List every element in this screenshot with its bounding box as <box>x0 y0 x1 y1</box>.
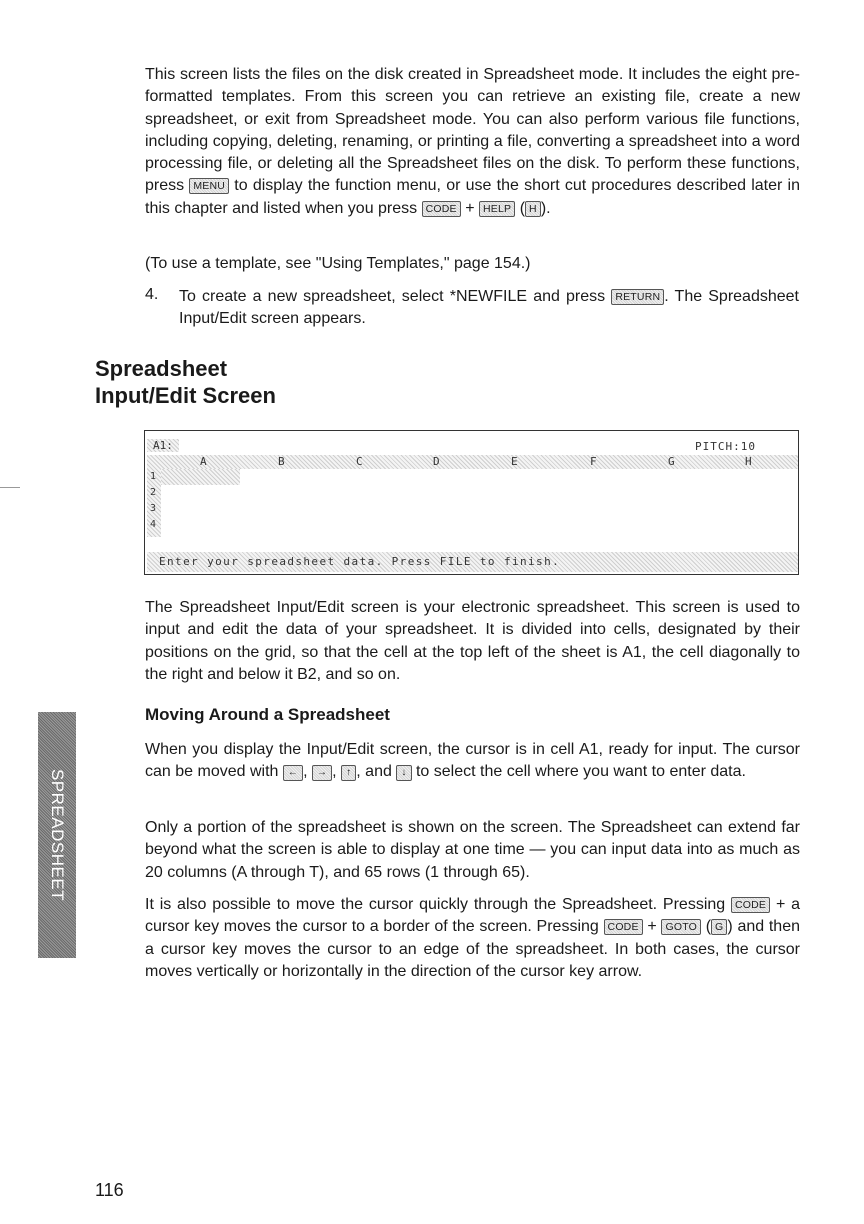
row-number: 1 <box>150 471 157 482</box>
section-title-line-1: Spreadsheet <box>95 356 228 381</box>
goto-key: GOTO <box>661 919 701 935</box>
intro-paragraph <box>145 64 800 220</box>
close-paren: ). <box>540 199 551 217</box>
column-header: H <box>745 455 752 468</box>
row-header-bar <box>147 469 161 537</box>
quick-text-3: ) and then a cursor key moves the cursor to an edge of the spreadsheet. In both cases, the cursor moves vertically or horizontally in the direction of the cursor key arrow. <box>145 918 800 980</box>
intro-text-1: This screen lists the files on the disk created in Spreadsheet mode. It includes the eight pre-formatted templates. From this screen you can retrieve an existing file, create a new spreadsheet, or exit from Spreadsheet mode. You can also perform various file functions, including copying, deleting, renaming, or printing a file, converting a spreadsheet into a word processing file, or deleting all the Spreadsheet files on the disk. To perform these functions, press <box>145 66 800 195</box>
open-paren: ( <box>705 918 712 936</box>
column-header: F <box>590 455 597 468</box>
up-arrow-key: ↑ <box>341 765 356 781</box>
margin-mark <box>0 487 20 488</box>
step-4 <box>179 286 799 331</box>
intro-text-2: to display the function menu, or use the short cut procedures described later in this chapter and listed when you press <box>145 177 801 217</box>
column-header: B <box>278 455 285 468</box>
portion-paragraph: Only a portion of the spreadsheet is shown on the screen. The Spreadsheet can extend far beyond what the screen is able to display at one time — you can input data into as much as 20 columns (A through T), and 65 rows (1 through 65). <box>145 819 800 881</box>
column-header: A <box>200 455 207 468</box>
h-key: H <box>525 201 541 217</box>
pitch-indicator: PITCH:10 <box>695 440 756 453</box>
section-title-line-2: Input/Edit Screen <box>95 383 276 408</box>
menu-key: MENU <box>189 178 229 194</box>
code-key: CODE <box>422 201 461 217</box>
moving-text-2: to select the cell where you want to enter data. <box>415 763 746 781</box>
plus-sign: + <box>647 918 657 936</box>
chapter-side-tab <box>38 712 76 958</box>
right-arrow-key: → <box>312 765 332 781</box>
moving-text-1: When you display the Input/Edit screen, the cursor is in cell A1, ready for input. The cursor can be moved with <box>145 741 800 781</box>
quick-text-2: + a cursor key moves the cursor to a border of the screen. Pressing <box>145 896 801 936</box>
spreadsheet-screen <box>144 430 799 575</box>
left-arrow-key: ← <box>283 765 303 781</box>
subheading: Moving Around a Spreadsheet <box>145 705 390 724</box>
row-number: 2 <box>150 487 157 498</box>
quick-move-paragraph <box>145 894 800 983</box>
comma: , <box>303 763 308 781</box>
row-number: 3 <box>150 503 157 514</box>
step-number: 4. <box>145 286 159 303</box>
column-header: E <box>511 455 518 468</box>
step-4-end: . The Spreadsheet Input/Edit screen appears. <box>179 288 799 328</box>
column-header: D <box>433 455 440 468</box>
side-tab-label: SPREADSHEET <box>48 768 67 902</box>
cell-reference: A1: <box>147 439 179 452</box>
code-key: CODE <box>731 897 770 913</box>
column-header: G <box>668 455 675 468</box>
help-key: HELP <box>479 201 515 217</box>
page-number: 116 <box>95 1180 124 1200</box>
open-paren: ( <box>519 199 526 217</box>
screen-description: The Spreadsheet Input/Edit screen is your electronic spreadsheet. This screen is used to input and edit the data of your spreadsheet. It is divided into cells, designated by their positions on the grid, so that the cell at the top left of the sheet is A1, the cell diagonally to the right and below it B2, and so on. <box>145 599 800 683</box>
moving-paragraph <box>145 739 800 784</box>
step-4-text: To create a new spreadsheet, select *NEWFILE and press <box>179 288 606 305</box>
g-key: G <box>711 919 727 935</box>
column-header-bar <box>147 455 798 469</box>
status-line: Enter your spreadsheet data. Press FILE to finish. <box>147 552 798 572</box>
quick-text-1: It is also possible to move the cursor quickly through the Spreadsheet. Pressing <box>145 896 726 913</box>
down-arrow-key: ↓ <box>396 765 411 781</box>
and-text: , and <box>356 763 392 781</box>
section-title <box>95 355 276 409</box>
template-note: (To use a template, see "Using Templates," page 154.) <box>145 255 531 272</box>
plus-sign: + <box>465 199 475 217</box>
row-number: 4 <box>150 519 157 530</box>
column-header: C <box>356 455 363 468</box>
cell-cursor <box>161 469 240 485</box>
return-key: RETURN <box>611 289 664 305</box>
comma: , <box>332 763 337 781</box>
code-key: CODE <box>604 919 643 935</box>
